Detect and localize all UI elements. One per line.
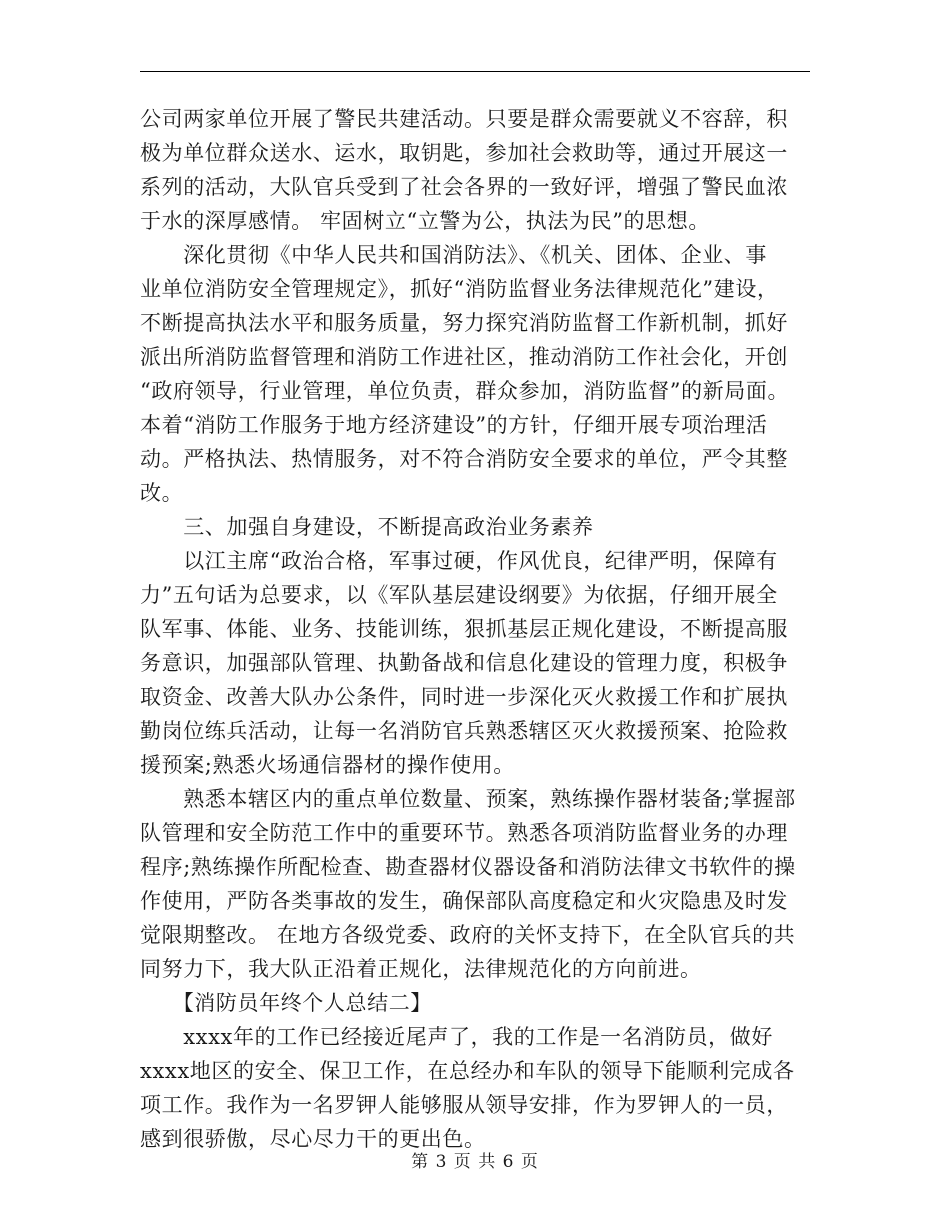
text-line: 派出所消防监督管理和消防工作进社区，推动消防工作社会化，开创 (140, 345, 788, 369)
text-line: 改。 (140, 481, 184, 505)
text-line: 勤岗位练兵活动，让每一名消防官兵熟悉辖区灭火救援预案、抢险救 (140, 719, 788, 743)
section-heading: 三、加强自身建设，不断提高政治业务素养 (140, 515, 594, 539)
section-heading: 【消防员年终个人总结二】 (140, 991, 432, 1015)
text-line: 公司两家单位开展了警民共建活动。只要是群众需要就义不容辞，积 (140, 107, 788, 131)
text-line: xxxx年的工作已经接近尾声了，我的工作是一名消防员，做好 (140, 1025, 773, 1049)
text-line: 动。严格执法、热情服务，对不符合消防安全要求的单位，严令其整 (140, 447, 788, 471)
text-line: 感到很骄傲，尽心尽力干的更出色。 (140, 1127, 486, 1151)
text-line: 队管理和安全防范工作中的重要环节。熟悉各项消防监督业务的办理 (140, 821, 788, 845)
text-line: 力”五句话为总要求，以《军队基层建设纲要》为依据，仔细开展全 (140, 583, 778, 607)
text-line: 以江主席“政治合格，军事过硬，作风优良，纪律严明，保障有 (140, 549, 778, 573)
text-line: 务意识，加强部队管理、执勤备战和信息化建设的管理力度，积极争 (140, 651, 788, 675)
text-line: 于水的深厚感情。 牢固树立“立警为公，执法为民”的思想。 (140, 209, 710, 233)
text-line: xxxx地区的安全、保卫工作，在总经办和车队的领导下能顺利完成各 (140, 1059, 795, 1083)
text-line: 极为单位群众送水、运水，取钥匙，参加社会救助等，通过开展这一 (140, 141, 788, 165)
text-line: 援预案;熟悉火场通信器材的操作使用。 (140, 753, 515, 777)
text-line: 深化贯彻《中华人民共和国消防法》、《机关、团体、企业、事 (140, 243, 767, 267)
text-line: 取资金、改善大队办公条件，同时进一步深化灭火救援工作和扩展执 (140, 685, 788, 709)
document-body (140, 102, 816, 1156)
text-line: 同努力下，我大队正沿着正规化，法律规范化的方向前进。 (140, 957, 702, 981)
text-line: 队军事、体能、业务、技能训练，狠抓基层正规化建设，不断提高服 (140, 617, 788, 641)
text-line: 熟悉本辖区内的重点单位数量、预案，熟练操作器材装备;掌握部 (140, 787, 796, 811)
text-line: 不断提高执法水平和服务质量，努力探究消防监督工作新机制，抓好 (140, 311, 788, 335)
text-line: 作使用，严防各类事故的发生，确保部队高度稳定和火灾隐患及时发 (140, 889, 788, 913)
text-line: 业单位消防安全管理规定》，抓好“消防监督业务法律规范化”建设， (140, 277, 779, 301)
text-line: 项工作。我作为一名罗钾人能够服从领导安排，作为罗钾人的一员， (140, 1093, 788, 1117)
page-number-footer: 第 3 页 共 6 页 (411, 1152, 539, 1172)
text-line: “政府领导，行业管理，单位负责，群众参加，消防监督”的新局面。 (140, 379, 790, 403)
header-rule (140, 71, 810, 72)
text-line: 系列的活动，大队官兵受到了社会各界的一致好评，增强了警民血浓 (140, 175, 788, 199)
text-line: 本着“消防工作服务于地方经济建设”的方针，仔细开展专项治理活 (140, 413, 768, 437)
text-line: 觉限期整改。 在地方各级党委、政府的关怀支持下，在全队官兵的共 (140, 923, 796, 947)
text-line: 程序;熟练操作所配检查、勘查器材仪器设备和消防法律文书软件的操 (140, 855, 796, 879)
